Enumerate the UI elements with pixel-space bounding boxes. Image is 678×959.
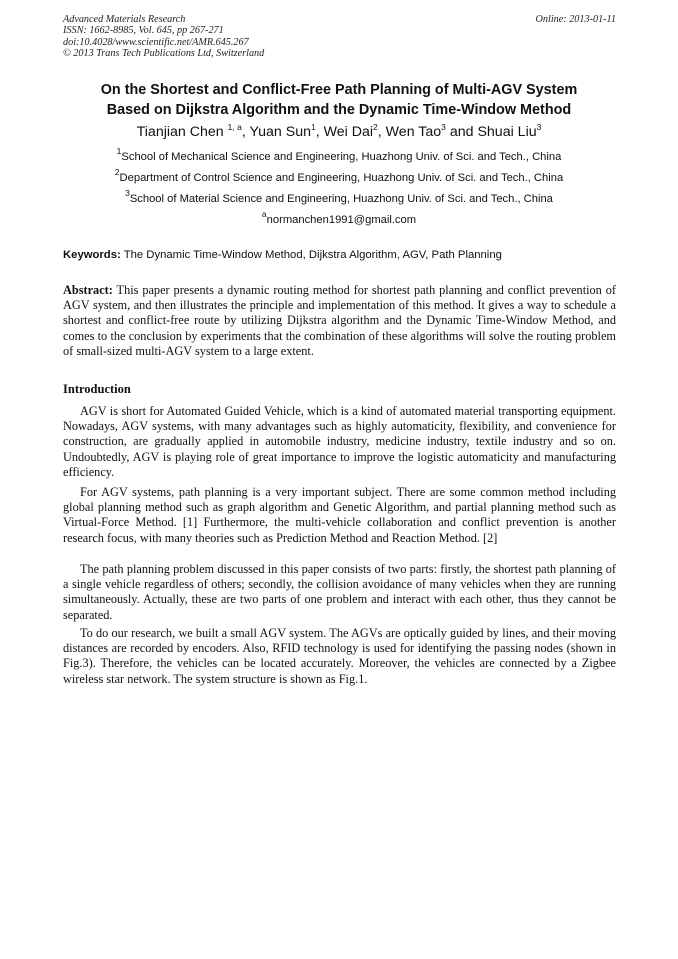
- affiliation: [40, 167, 638, 185]
- paper-title: [40, 80, 638, 120]
- title-line-2: Based on Dijkstra Algorithm and the Dynamic Time-Window Method: [106, 102, 572, 118]
- author-sup: 1: [311, 122, 316, 132]
- author-sup: 2: [373, 122, 378, 132]
- affiliation: [40, 146, 638, 164]
- email-text: normanchen1991@gmail.com: [266, 214, 417, 226]
- author-sup: 3: [441, 122, 446, 132]
- affiliation-sup: 2: [114, 167, 120, 177]
- abstract-text: This paper presents a dynamic routing method for shortest path planning and conflict prevention of AGV system, and then illustrates the principle and implementation of this method. It gives a way to schedule a shortest and conflict-free route by utilizing Dijkstra algorithm and the Dynamic Time-Window Method, and comes to the conclusion by experiments that the combination of these algorithms will solve the routing problem of small-sized multi-AGV system to a large extent.: [63, 283, 616, 358]
- affiliation-sup: 1: [116, 146, 122, 156]
- copyright-line: © 2013 Trans Tech Publications Ltd, Switzerland: [63, 48, 265, 60]
- affiliation: [40, 188, 638, 206]
- author-name: Wen Tao: [385, 124, 442, 140]
- author-sup: 3: [536, 122, 542, 132]
- intro-paragraph: To do our research, we built a small AGV system. The AGVs are optically guided by lines, and their moving distances are recorded by encoders. Also, RFID technology is used for identifying the passing nodes (shown in Fig.3). Therefore, the vehicles can be located accurately. Moreover, the vehicles are connected by a Zigbee wireless star network. The system structure is shown as Fig.1.: [63, 626, 616, 686]
- keywords-label: Keywords:: [63, 249, 121, 261]
- author-name: Tianjian Chen: [136, 124, 224, 140]
- affiliation-text: Department of Control Science and Engineering, Huazhong Univ. of Sci. and Tech., China: [119, 172, 564, 184]
- abstract-label: Abstract:: [63, 283, 113, 297]
- online-date: Online: 2013-01-11: [535, 14, 616, 25]
- affiliation-sup: a: [261, 209, 267, 219]
- author-name: Shuai Liu: [477, 124, 537, 140]
- title-line-1: On the Shortest and Conflict-Free Path Planning of Multi-AGV System: [100, 82, 578, 98]
- keywords: [63, 248, 616, 262]
- issn-line: ISSN: 1662-8985, Vol. 645, pp 267-271: [63, 25, 224, 37]
- author-name: Wei Dai: [323, 124, 374, 140]
- affiliation-sup: 3: [125, 188, 130, 198]
- journal-header: [63, 14, 616, 60]
- keywords-text: The Dynamic Time-Window Method, Dijkstra Algorithm, AGV, Path Planning: [120, 249, 502, 261]
- author-sep: ,: [241, 124, 250, 140]
- journal-name: Advanced Materials Research: [63, 14, 186, 25]
- author-name: Yuan Sun: [249, 124, 311, 140]
- intro-paragraph: The path planning problem discussed in this paper consists of two parts: firstly, the shortest path planning of a single vehicle regardless of others; secondly, the collision avoidance of many vehicles when they are running simultaneously. Actually, these are two parts of one problem and interact with each other, thus they cannot be separated.: [63, 562, 616, 622]
- abstract: [63, 283, 616, 359]
- affiliation-text: School of Material Science and Engineering, Huazhong Univ. of Sci. and Tech., China: [129, 193, 553, 205]
- corresponding-email: [40, 209, 638, 227]
- intro-paragraph: For AGV systems, path planning is a very important subject. There are some common method including global planning method such as graph algorithm and Genetic Algorithm, and partial planning method such as Virtual-Force Method. [1] Furthermore, the multi-vehicle collaboration and conflict prevention is another research focus, with many theories such as Prediction Method and Reaction Method. [2]: [63, 485, 616, 545]
- author-sup: 1, a: [227, 122, 242, 132]
- affiliation-text: School of Mechanical Science and Engineering, Huazhong Univ. of Sci. and Tech., China: [121, 151, 562, 163]
- author-list: [40, 122, 638, 142]
- author-sep: and: [445, 124, 478, 140]
- section-heading-introduction: Introduction: [63, 382, 131, 396]
- author-sep: ,: [315, 124, 324, 140]
- doi-line: doi:10.4028/www.scientific.net/AMR.645.267: [63, 36, 249, 48]
- author-sep: ,: [377, 124, 386, 140]
- intro-paragraph: AGV is short for Automated Guided Vehicle, which is a kind of automated material transporting equipment. Nowadays, AGV systems, with many advantages such as highly automaticity, flexibility, and convenience for construction, are gradually applied in automobile industry, medicine industry, textile industry and so on. Undoubtedly, AGV is playing role of great importance to improve the logistic automaticity and manufacturing efficiency.: [63, 404, 616, 479]
